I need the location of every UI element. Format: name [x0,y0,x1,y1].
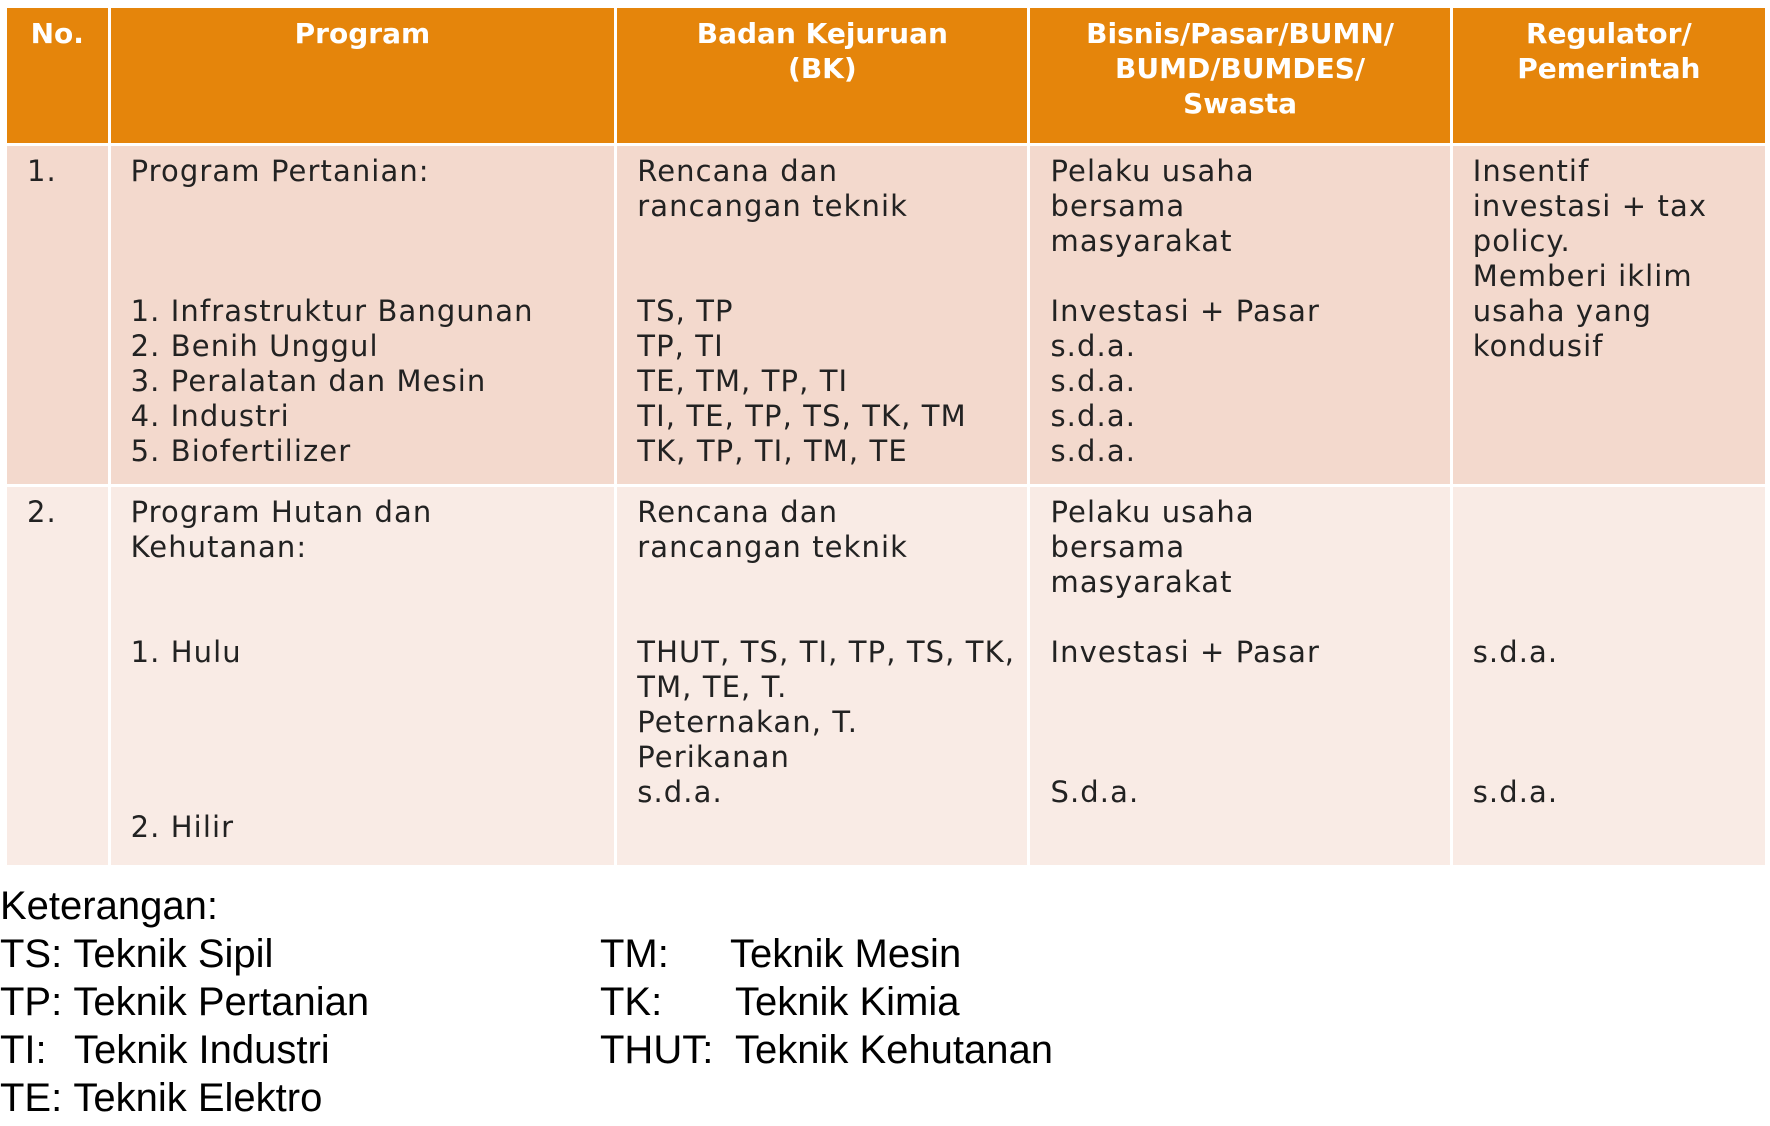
legend-desc: Teknik Kehutanan [735,1028,1054,1072]
header-no: No. [6,7,110,145]
legend-item [600,930,961,978]
legend-code: TS: [0,932,63,976]
cell-regulator: Insentif investasi + tax policy. Memberi iklim usaha yang kondusif [1451,145,1766,486]
cell-bisnis: Pelaku usaha bersama masyarakat Investasi + Pasar s.d.a. s.d.a. s.d.a. s.d.a. [1029,145,1451,486]
legend-title: Keterangan: [0,884,218,928]
header-program: Program [109,7,616,145]
legend-code: TP: [0,980,63,1024]
legend-desc: Teknik Kimia [735,980,960,1024]
cell-no: 2. [6,486,110,867]
legend [0,882,1200,1122]
cell-bk: Rencana dan rancangan teknik TS, TP TP, TI TE, TM, TP, TI TI, TE, TP, TS, TK, TM TK, TP, TI, TM, TE [616,145,1029,486]
header-badan-kejuruan: Badan Kejuruan (BK) [616,7,1029,145]
header-regulator: Regulator/ Pemerintah [1451,7,1766,145]
legend-code: THUT: [600,1028,714,1072]
legend-desc: Teknik Sipil [73,932,274,976]
legend-desc: Teknik Mesin [730,932,962,976]
cell-regulator: s.d.a. s.d.a. [1451,486,1766,867]
legend-item [600,978,960,1026]
cell-bisnis: Pelaku usaha bersama masyarakat Investasi + Pasar S.d.a. [1029,486,1451,867]
legend-code: TM: [600,932,669,976]
legend-code: TK: [600,980,663,1024]
legend-item [0,978,369,1026]
header-bisnis-pasar: Bisnis/Pasar/BUMN/ BUMD/BUMDES/ Swasta [1029,7,1451,145]
cell-program: Program Pertanian: 1. Infrastruktur Bangunan 2. Benih Unggul 3. Peralatan dan Mesin 4. Industri 5. Biofertilizer [109,145,616,486]
legend-desc: Teknik Pertanian [73,980,370,1024]
table-row [6,486,1767,867]
cell-bk: Rencana dan rancangan teknik THUT, TS, TI, TP, TS, TK, TM, TE, T. Peternakan, T. Perikanan s.d.a. [616,486,1029,867]
program-table [4,5,1768,868]
legend-item [0,1026,330,1074]
table-row [6,145,1767,486]
legend-grid [0,930,1200,1122]
table-header-row [6,7,1767,145]
legend-item [600,1026,1053,1074]
legend-code: TE: [0,1076,63,1120]
cell-program: Program Hutan dan Kehutanan: 1. Hulu 2. Hilir [109,486,616,867]
legend-desc: Teknik Industri [74,1028,330,1072]
legend-item [0,1074,322,1122]
cell-no: 1. [6,145,110,486]
legend-item [0,930,273,978]
legend-code: TI: [0,1028,47,1072]
legend-desc: Teknik Elektro [73,1076,323,1120]
